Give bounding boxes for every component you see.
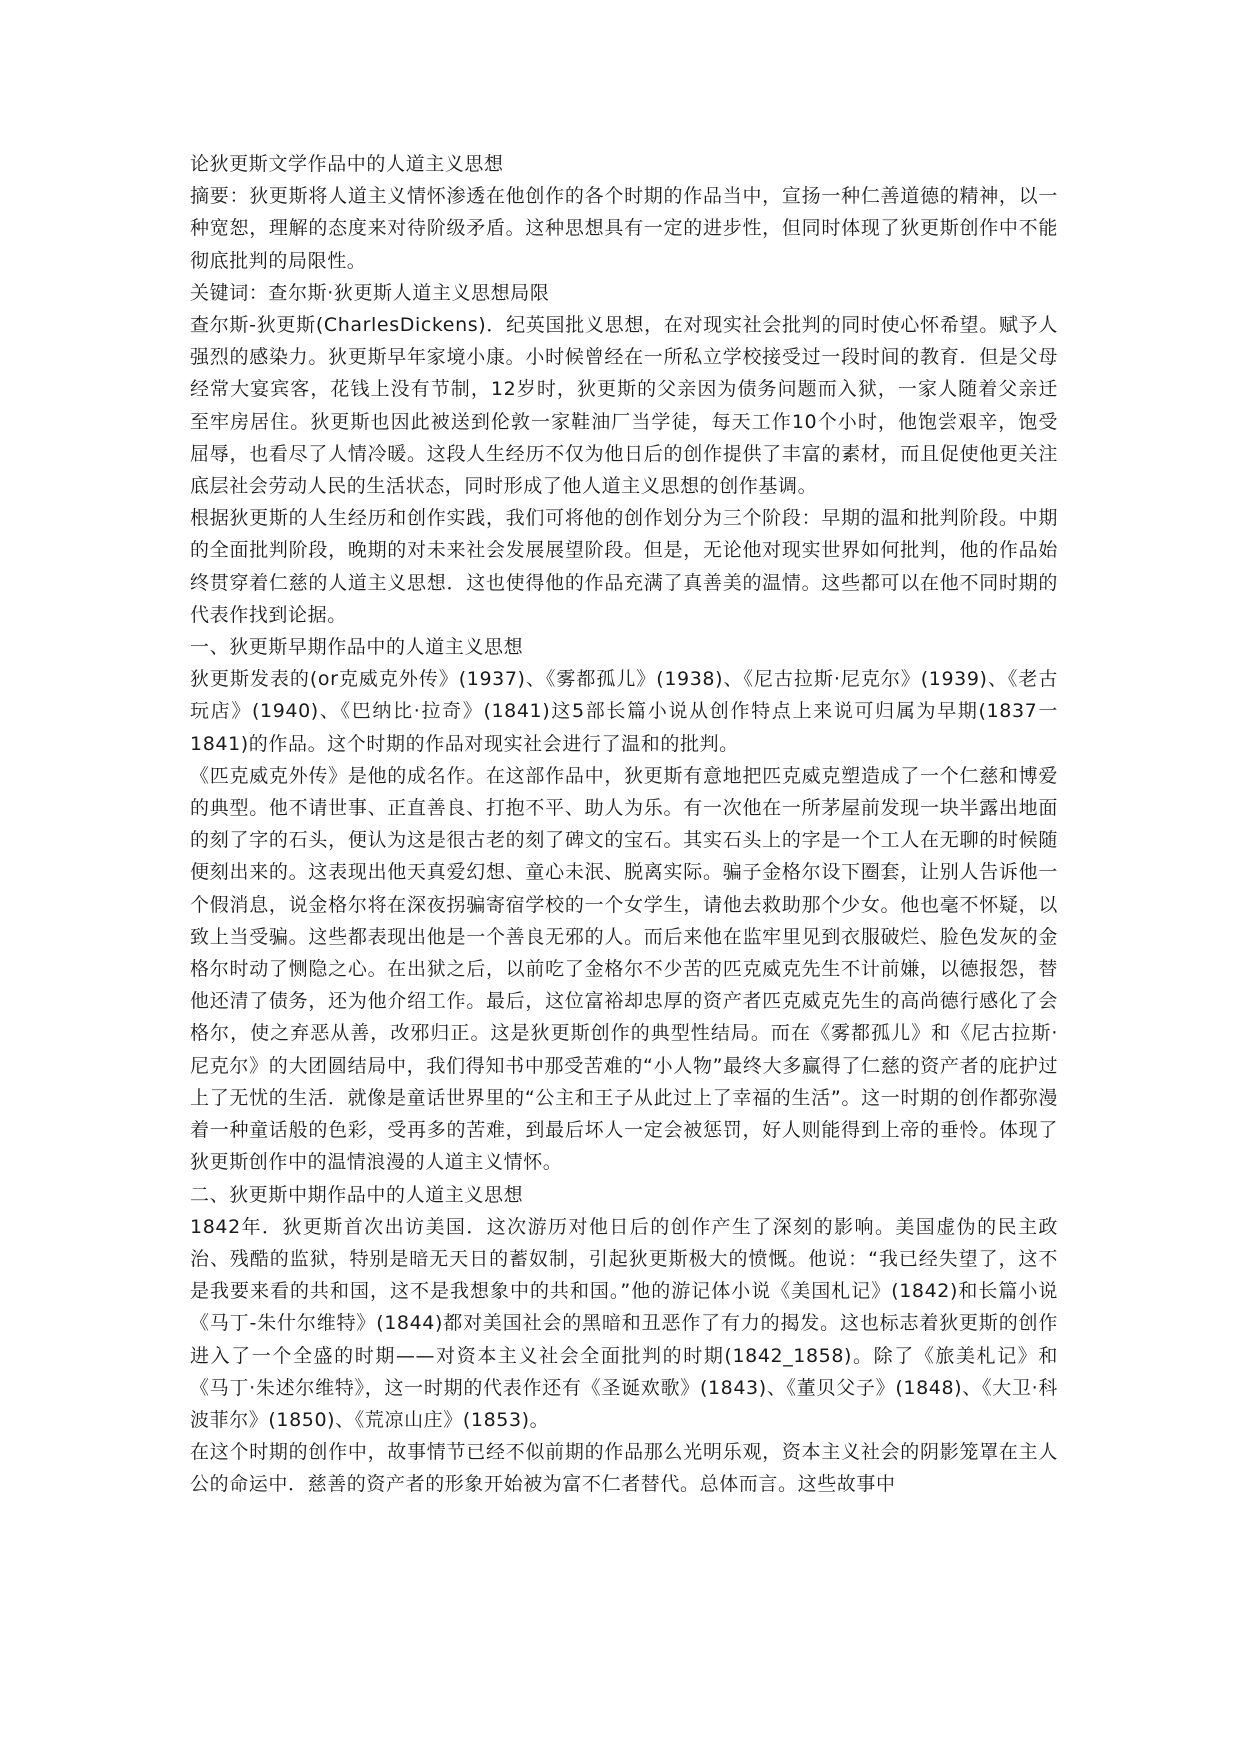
section-2-heading: 二、狄更斯中期作品中的人道主义思想 [190, 1183, 524, 1206]
section-2-paragraph-2: 在这个时期的创作中，故事情节已经不似前期的作品那么光明乐观，资本主义社会的阴影笼罩在主人公的命运中．慈善的资产者的形象开始被为富不仁者替代。总体而言。这些故事中 [190, 1441, 1058, 1496]
intro-paragraph-2: 根据狄更斯的人生经历和创作实践，我们可将他的创作划分为三个阶段：早期的温和批判阶段。中期的全面批判阶段，晚期的对未来社会发展展望阶段。但是，无论他对现实世界如何批判，他的作品始终贯穿着仁慈的人道主义思想．这也使得他的作品充满了真善美的温情。这些都可以在他不同时期的代表作找到论据。 [190, 507, 1058, 626]
intro-paragraph-1: 查尔斯-狄更斯(CharlesDickens)．纪英国批义思想，在对现实社会批判的同时使心怀希望。赋予人强烈的感染力。狄更斯早年家境小康。小时候曾经在一所私立学校接受过一段时间的教育．但是父母经常大宴宾客，花钱上没有节制，12岁时，狄更斯的父亲因为债务问题而入狱，一家人随着父亲迁至牢房居住。狄更斯也因此被送到伦敦一家鞋油厂当学徒，每天工作10个小时，他饱尝艰辛，饱受屈辱，也看尽了人情冷暖。这段人生经历不仅为他日后的创作提供了丰富的素材，而且促使他更关注底层社会劳动人民的生活状态，同时形成了他人道主义思想的创作基调。 [190, 314, 1058, 498]
document-title: 论狄更斯文学作品中的人道主义思想 [190, 153, 504, 175]
abstract-paragraph: 摘要：狄更斯将人道主义情怀渗透在他创作的各个时期的作品当中，宣扬一种仁善道德的精神，以一种宽恕，理解的态度来对待阶级矛盾。这种思想具有一定的进步性，但同时体现了狄更斯创作中不能彻底批判的局限性。 [190, 185, 1058, 272]
section-1-paragraph-2: 《匹克威克外传》是他的成名作。在这部作品中，狄更斯有意地把匹克威克塑造成了一个仁慈和博爱的典型。他不请世事、正直善良、打抱不平、助人为乐。有一次他在一所茅屋前发现一块半露出地面的刻了字的石头，便认为这是很古老的刻了碑文的宝石。其实石头上的字是一个工人在无聊的时候随便刻出来的。这表现出他天真爱幻想、童心未泯、脱离实际。骗子金格尔设下圈套，让别人告诉他一个假消息，说金格尔将在深夜拐骗寄宿学校的一个女学生，请他去救助那个少女。他也毫不怀疑，以致上当受骗。这些都表现出他是一个善良无邪的人。而后来他在监牢里见到衣服破烂、脸色发灰的金格尔时动了恻隐之心。在出狱之后，以前吃了金格尔不少苦的匹克威克先生不计前嫌，以德报怨，替他还清了债务，还为他介绍工作。最后，这位富裕却忠厚的资产者匹克威克先生的高尚德行感化了会格尔，使之弃恶从善，改邪归正。这是狄更斯创作的典型性结局。而在《雾都孤儿》和《尼古拉斯·尼克尔》的大团圆结局中，我们得知书中那受苦难的“小人物”最终大多赢得了仁慈的资产者的庇护过上了无忧的生活．就像是童话世界里的“公主和王子从此过上了幸福的生活”。这一时期的创作都弥漫着一种童话般的色彩，受再多的苦难，到最后坏人一定会被惩罚，好人则能得到上帝的垂怜。体现了狄更斯创作中的温情浪漫的人道主义情怀。 [190, 764, 1058, 1174]
section-1-heading: 一、狄更斯早期作品中的人道主义思想 [190, 636, 524, 659]
section-2-paragraph-1: 1842年．狄更斯首次出访美国．这次游历对他日后的创作产生了深刻的影响。美国虚伪的民主政治、残酷的监狱，特别是暗无天日的蓄奴制，引起狄更斯极大的愤慨。他说：“我已经失望了，这不是我要来看的共和国，这不是我想象中的共和国。”他的游记体小说《美国札记》(1842)和长篇小说《马丁-朱什尔维特》(1844)都对美国社会的黑暗和丑恶作了有力的揭发。这也标志着狄更斯的创作进入了一个全盛的时期——对资本主义社会全面批判的时期(1842_1858)。除了《旅美札记》和《马丁·朱述尔维特》，这一时期的代表作还有《圣诞欢歌》(1843)、《董贝父子》(1848)、《大卫·科波菲尔》(1850)、《荒凉山庄》(1853)。 [190, 1215, 1058, 1431]
section-1-paragraph-1: 狄更斯发表的(or克威克外传》(1937)、《雾都孤儿》(1938)、《尼古拉斯·尼克尔》(1939)、《老古玩店》(1940)、《巴纳比·拉奇》(1841)这5部长篇小说从创作特点上来说可归属为早期(1837一1841)的作品。这个时期的作品对现实社会进行了温和的批判。 [190, 668, 1058, 755]
document-page [190, 148, 1058, 1501]
keywords-line: 关键词：查尔斯·狄更斯人道主义思想局限 [190, 281, 550, 304]
